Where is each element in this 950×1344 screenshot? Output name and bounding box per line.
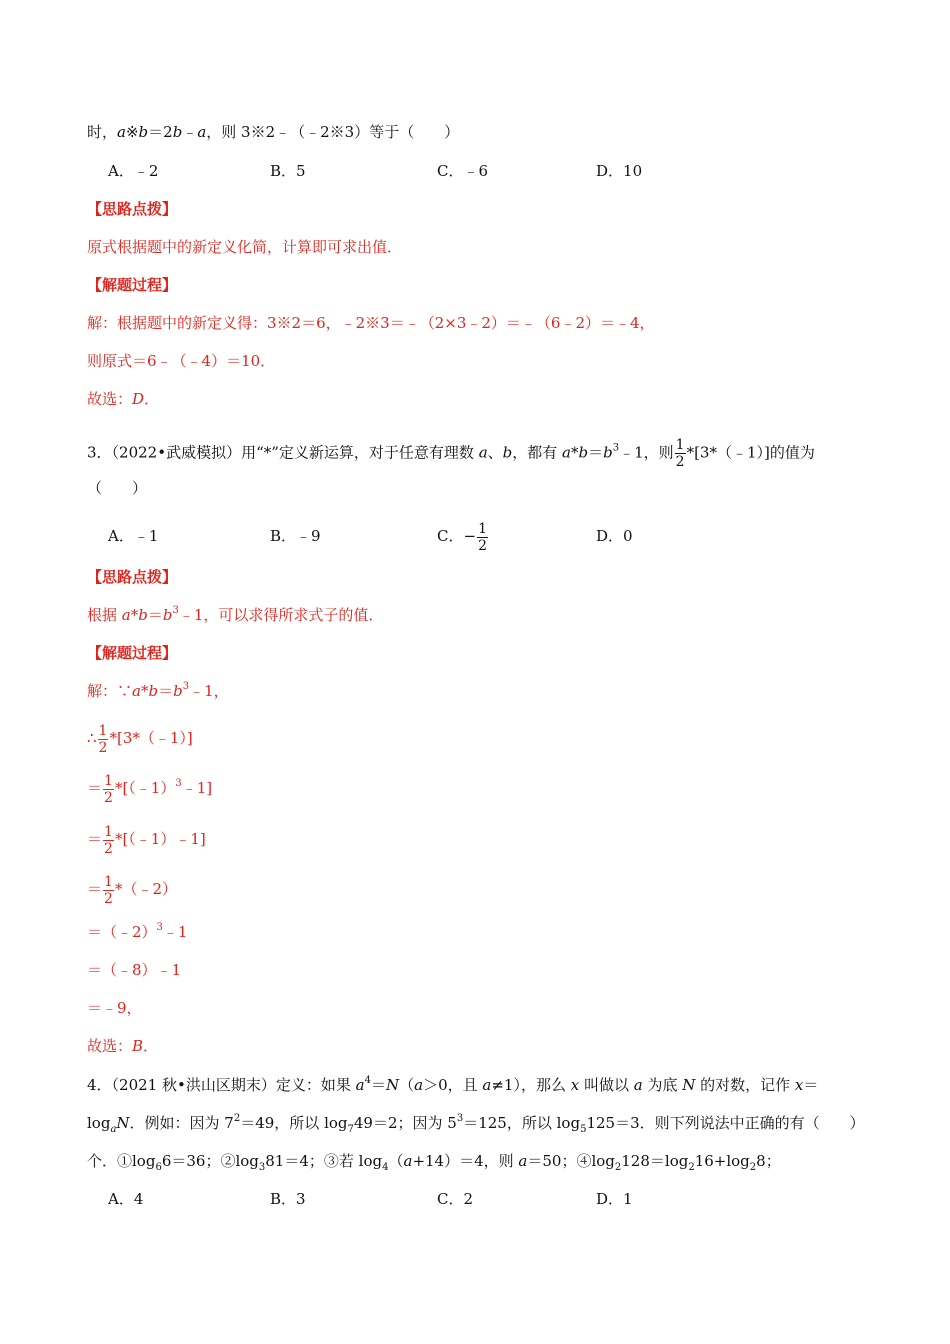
q3-solution-line-1: 解：$\because a*b=b^3﹣1$，	[87, 681, 229, 700]
q3-source: （2022•武威模拟）	[111, 443, 242, 462]
q2-solution-line-1: 解：根据题中的新定义得：3※2＝6，﹣2※3＝﹣（2×3﹣2）＝﹣（6﹣2）＝﹣4，	[87, 314, 655, 332]
q2-option-a: A．﹣2	[108, 162, 159, 180]
q3-solution-line-7: ＝（﹣8）﹣1	[87, 961, 182, 979]
q2-solution-heading: 【解题过程】	[87, 276, 178, 294]
q3-option-d: D．0	[596, 527, 633, 545]
q3-solution-line-6: ＝（﹣2）$^3$﹣1	[87, 922, 188, 941]
q3-solution-line-2: ∴ $\frac{1}{2}$ *[3*（﹣1）]	[87, 722, 193, 756]
fraction-one-half: $\frac{1}{2}$	[98, 722, 108, 756]
q2-option-c: C．﹣6	[437, 162, 489, 180]
q2-solution-line-2: 则原式＝6﹣（﹣4）＝10．	[87, 352, 276, 370]
q3-stem: 3．（2022•武威模拟）用“*”定义新运算，对于任意有理数 a、b，都有 $a*b=b^3﹣1$，则 $\frac{1}{2}$ *[3*（﹣1）]的值为	[87, 437, 815, 470]
fraction-one-half: $\frac{1}{2}$	[104, 772, 113, 806]
q4-option-d: D．1	[596, 1190, 633, 1208]
q3-stem-paren: （ ）	[87, 479, 148, 497]
q3-option-b: B．﹣9	[270, 527, 321, 545]
q4-source: （2021 秋•洪山区期末）	[111, 1076, 276, 1094]
fraction-one-half: $\frac{1}{2}$	[104, 873, 113, 907]
q2-stem: 时，a※b＝2b﹣a，则 3※2﹣（﹣2※3）等于（ ）	[87, 123, 460, 141]
q4-stem-line-3: 个．$①\log_66=36$；$②\log_381=4$；③若 $\log_4(a+14)=4$，则 a＝50；$④\log_2128=\log_216+\log_28$；	[87, 1152, 781, 1173]
q3-hint-heading: 【思路点拨】	[87, 568, 178, 586]
q3-solution-line-4: ＝ $\frac{1}{2}$ *[（﹣1）﹣1]	[87, 823, 206, 857]
q4-number: 4．	[87, 1076, 112, 1094]
q4-stem-line-2: $\log_aN$．例如：因为 $7^2=49$，所以 $\log_749=2$；因为 $5^3=125$，所以 $\log_5125=3$．则下列说法中正确的有（ ）	[87, 1113, 865, 1135]
q3-hint-text: 根据 $a*b=b^3﹣1$，可以求得所求式子的值．	[87, 605, 384, 624]
q3-answer: 故选：B．	[87, 1037, 159, 1055]
fraction-one-half: $\frac{1}{2}$	[478, 520, 487, 554]
q3-option-a: A．﹣1	[108, 527, 159, 545]
q3-solution-heading: 【解题过程】	[87, 644, 178, 662]
q4-option-b: B．3	[270, 1190, 306, 1208]
q3-number: 3．	[87, 443, 112, 462]
q2-answer: 故选：D．	[87, 390, 160, 408]
q3-option-c: C．− $\frac{1}{2}$	[437, 520, 487, 554]
q2-option-d: D．10	[596, 162, 643, 180]
fraction-one-half: $\frac{1}{2}$	[675, 437, 685, 470]
q3-solution-line-3: ＝ $\frac{1}{2}$ *[（﹣1）$^3$﹣1]	[87, 772, 213, 806]
q2-option-b: B．5	[270, 162, 306, 180]
q2-hint-text: 原式根据题中的新定义化简，计算即可求出值．	[87, 238, 403, 256]
q4-option-a: A．4	[108, 1190, 144, 1208]
q4-option-c: C．2	[437, 1190, 474, 1208]
q2-hint-heading: 【思路点拨】	[87, 200, 178, 218]
q4-stem-line-1: 4．（2021 秋•洪山区期末）定义：如果 $a^4=N(a>0$，且 a≠1），那么 x 叫做以 a 为底 N 的对数，记作 x＝	[87, 1075, 819, 1094]
q3-solution-line-5: ＝ $\frac{1}{2}$ *（﹣2）	[87, 873, 177, 907]
q3-solution-line-8: ＝﹣9，	[87, 999, 142, 1017]
fraction-one-half: $\frac{1}{2}$	[104, 823, 113, 857]
